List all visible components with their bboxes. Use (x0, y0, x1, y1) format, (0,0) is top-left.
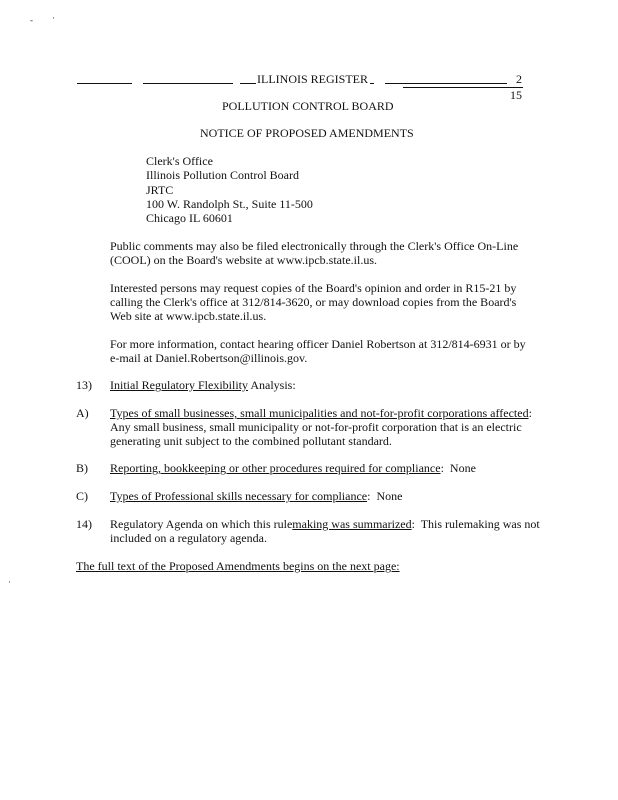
item-colon: : (367, 489, 371, 503)
page-number: 2 (516, 72, 522, 86)
scan-mark: · (8, 577, 11, 587)
section-title (110, 378, 296, 393)
paragraph-line: e-mail at Daniel.Robertson@illinois.gov. (110, 351, 308, 365)
item-letter: A) (76, 406, 89, 420)
closing-line: The full text of the Proposed Amendments begins on the next page: (76, 559, 400, 573)
item-colon: : (528, 406, 532, 420)
address-line: Illinois Pollution Control Board (146, 168, 300, 182)
item-heading-text: Types of Professional skills necessary for compliance (110, 489, 368, 503)
address-line: Chicago IL 60601 (146, 211, 233, 225)
notice-title: NOTICE OF PROPOSED AMENDMENTS (200, 126, 414, 140)
item-heading-text: Reporting, bookkeeping or other procedures required for compliance (110, 461, 441, 475)
register-title: ILLINOIS REGISTER (257, 72, 368, 86)
paragraph-line: For more information, contact hearing officer Daniel Robertson at 312/814-6931 or by (110, 337, 526, 351)
paragraph-line: Web site at www.ipcb.state.il.us. (110, 309, 267, 323)
paragraph-line: Public comments may also be filed electronically through the Clerk's Office On-Line (110, 239, 519, 253)
address-line: 100 W. Randolph St., Suite 11-500 (146, 197, 313, 211)
item-colon: : (440, 461, 444, 475)
item-line: generating unit subject to the combined pollutant standard. (110, 434, 392, 448)
section-title-rest: Analysis: (247, 378, 296, 392)
section-line: included on a regulatory agenda. (110, 531, 267, 545)
scan-mark: · (52, 13, 55, 23)
section-lead-rest: : This rulemaking was not (411, 517, 540, 531)
item-line: Any small business, small municipality or not-for-profit corporation that is an electric (110, 420, 522, 434)
item-letter: C) (76, 489, 88, 503)
section-title-underlined: Initial Regulatory Flexibility (110, 378, 248, 392)
item-heading (110, 461, 476, 476)
board-name: POLLUTION CONTROL BOARD (222, 99, 394, 113)
section-number: 13) (76, 378, 92, 392)
paragraph-line: Interested persons may request copies of the Board's opinion and order in R15-21 by (110, 281, 517, 295)
address-line: Clerk's Office (146, 154, 213, 168)
item-answer: None (370, 489, 403, 503)
item-heading-text: Types of small businesses, small municipalities and not-for-profit corporations affected (110, 406, 529, 420)
address-line: JRTC (146, 183, 174, 197)
issue-number: 15 (510, 88, 522, 102)
section-lead: Regulatory Agenda on which this rule (110, 517, 293, 531)
item-heading (110, 406, 532, 421)
item-answer: None (443, 461, 476, 475)
item-letter: B) (76, 461, 88, 475)
scan-mark: - (30, 15, 33, 25)
paragraph-line: (COOL) on the Board's website at www.ipcb.state.il.us. (110, 253, 377, 267)
item-heading (110, 489, 402, 504)
section-line (110, 517, 540, 532)
paragraph-line: calling the Clerk's office at 312/814-3620, or may download copies from the Board's (110, 295, 517, 309)
section-lead-underlined: making was summarized (292, 517, 412, 531)
section-number: 14) (76, 517, 92, 531)
